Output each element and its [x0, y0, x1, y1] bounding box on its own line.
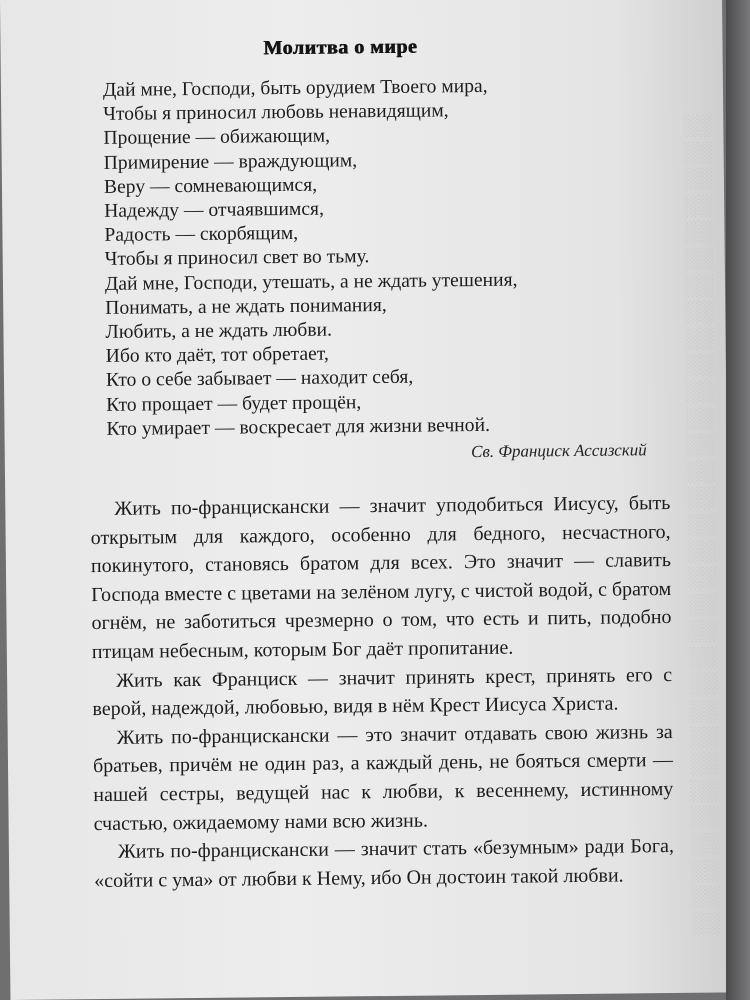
poem-attribution: Св. Франциск Ассизский	[470, 440, 647, 462]
poem-line: Любить, а не ждать любви.	[105, 319, 333, 343]
poem-line: Дай мне, Господи, быть орудием Твоего мира,	[102, 75, 488, 101]
poem-line: Кто умирает — воскресает для жизни вечной.	[106, 414, 491, 440]
poem-line: Веру — сомневающимся,	[103, 174, 318, 198]
poem-line: Прощение — обижающим,	[103, 125, 331, 150]
book-edge-shadow	[726, 0, 750, 1000]
paragraph: Жить по-францискански — значит стать «безумным» ради Бога, «сойти с ума» от любви к Нему, ибо Он достоин такой любви.	[94, 835, 675, 892]
paragraph: Жить как Франциск — значит принять крест, принять его с верой, надеждой, любовью, видя в нём Крест Иисуса Христа.	[92, 663, 673, 721]
bleed-through-text: ░░ ░░ ░░ ░░ ░░ ░░ ░░ ░░ ░░ ░░ ░░ ░░ ░░ ░░ ░░ ░░ ░░ ░░ ░░ ░░ ░░ ░░ ░░ ░░ ░░ ░░ ░░ ░░ ░░ ░░ ░░	[682, 114, 720, 935]
poem-line: Чтобы я приносил свет во тьму.	[104, 246, 370, 271]
poem-line: Кто о себе забывает — находит себя,	[105, 367, 414, 392]
poem-line: Ибо кто даёт, тот обретает,	[105, 343, 329, 368]
poem-line: Дай мне, Господи, утешать, а не ждать утешения,	[104, 269, 518, 295]
poem-line: Надежду — отчаявшимся,	[104, 198, 325, 222]
poem-line: Понимать, а не ждать понимания,	[105, 294, 387, 319]
body-text	[90, 489, 674, 895]
poem-line: Чтобы я приносил любовь ненавидящим,	[103, 100, 449, 126]
poem-line: Радость — скорбящим,	[104, 223, 299, 247]
poem-line: Кто прощает — будет прощён,	[106, 391, 362, 416]
page-title: Молитва о мире	[263, 35, 418, 60]
paragraph: Жить по-францискански — значит уподобиться Иисусу, быть открытым для каждого, особенно для бедного, несчастного, покинутого, становясь братом для всех. Это значит — славить Господа вместе с цветами на зелёном лугу, с чистой водой, с братом огнём, не заботиться чрезмерно о том, что есть и пить, подобно птицам небесным, которым Бог даёт пропитание.	[90, 492, 672, 664]
prayer-poem	[103, 75, 519, 442]
paragraph: Жить по-францискански — это значит отдавать свою жизнь за братьев, причём не один раз, а каждый день, не бояться смерти — нашей сестры, ведущей нас к любви, к весеннему, истинному счастью, ожидаемому нами всю жизнь.	[92, 720, 674, 835]
poem-line: Примирение — враждующим,	[103, 149, 358, 174]
